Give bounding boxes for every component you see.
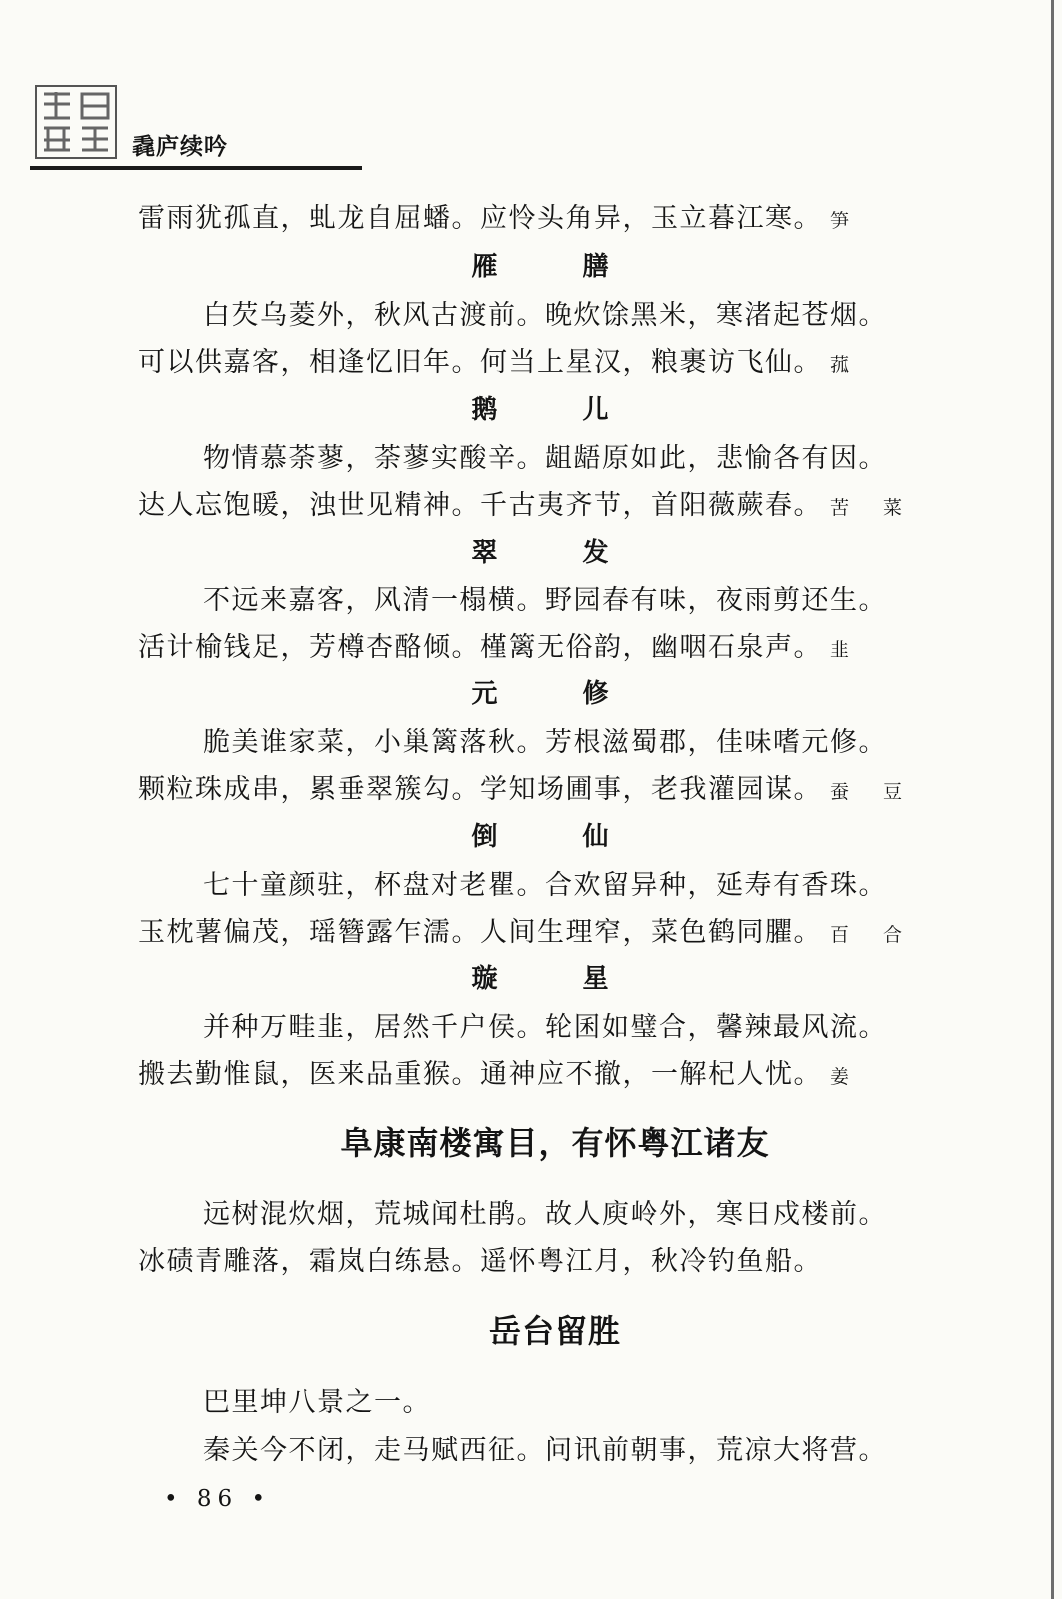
seal-stamp [34,84,118,160]
poem-title: 璇 星 [471,964,647,994]
section-title: 岳台留胜 [488,1312,621,1350]
poem-line: 并种万畦韭，居然千户侯。轮囷如璧合，馨辣最风流。 [203,1012,887,1043]
preface-line: 巴里坤八景之一。 [203,1387,431,1418]
poem-note: 韭 [830,639,864,661]
section-title: 阜康南楼寓目，有怀粤江诸友 [340,1124,770,1162]
poem-line: 不远来嘉客，风清一榻横。野园春有味，夜雨剪还生。 [203,585,887,616]
poem-line: 冰碛青雕落，霜岚白练悬。遥怀粤江月，秋冷钓鱼船。 [138,1246,822,1277]
poem-note: 蚕 豆 [830,781,917,803]
poem-note: 百 合 [830,924,917,946]
page-number: • 86 • [164,1486,272,1512]
poem-title: 倒 仙 [471,822,647,852]
seal-image [34,84,118,160]
poem-note: 苦 菜 [830,497,917,519]
poem-line: 远树混炊烟，荒城闻杜鹃。故人庾岭外，寒日戍楼前。 [203,1199,887,1230]
running-title: 毳庐续吟 [132,134,228,160]
page-edge-shadow [1051,0,1054,1599]
poem-line: 可以供嘉客，相逢忆旧年。何当上星汉，粮裹访飞仙。 菰 [138,347,864,378]
poem-line: 达人忘饱暖，浊世见精神。千古夷齐节，首阳薇蕨春。 苦 菜 [138,490,917,521]
poem-line: 脆美谁家菜，小巢篱落秋。芳根滋蜀郡，佳味嗜元修。 [203,727,887,758]
poem-title: 元 修 [471,679,647,709]
poem-note: 姜 [830,1066,864,1088]
poem-line: 物情慕荼蓼，荼蓼实酸辛。龃龉原如此，悲愉各有因。 [203,443,887,474]
poem-title: 翠 发 [471,538,647,568]
poem-line: 秦关今不闭，走马赋西征。问讯前朝事，荒凉大将营。 [203,1435,887,1466]
poem-line: 玉枕薯偏茂，瑶簪露乍濡。人间生理窄，菜色鹤同臞。 百 合 [138,917,917,948]
poem-line: 七十童颜驻，杯盘对老瞿。合欢留异种，延寿有香珠。 [203,870,887,901]
poem-line: 搬去勤惟鼠，医来品重猴。通神应不撤，一解杞人忧。 姜 [138,1059,864,1090]
poem-note: 笋 [830,210,864,232]
poem-line: 雷雨犹孤直，虬龙自屈蟠。应怜头角异，玉立暮江寒。 笋 [138,203,864,234]
header-rule [30,166,362,170]
poem-title: 雁 膳 [471,252,647,282]
poem-line: 颗粒珠成串，累垂翠簇勾。学知场圃事，老我灌园谋。 蚕 豆 [138,774,917,805]
poem-line: 活计榆钱足，芳樽杏酪倾。槿篱无俗韵，幽咽石泉声。 韭 [138,632,864,663]
poem-line: 白芡乌菱外，秋风古渡前。晚炊馀黑米，寒渚起苍烟。 [203,300,887,331]
poem-title: 鹅 儿 [471,395,647,425]
poem-note: 菰 [830,354,864,376]
